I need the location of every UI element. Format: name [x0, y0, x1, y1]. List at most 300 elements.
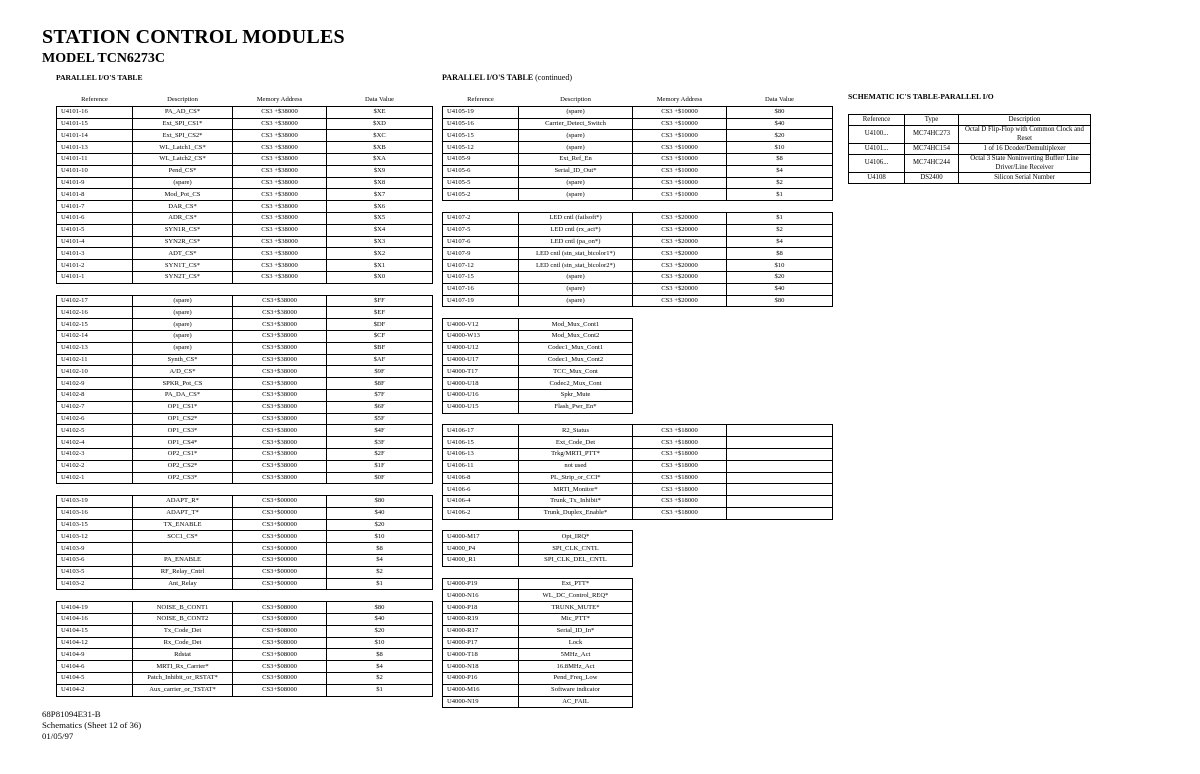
data-value-cell	[727, 661, 833, 673]
reference-cell: U4107-9	[443, 248, 519, 260]
table-row	[57, 130, 433, 142]
table-row	[57, 366, 433, 378]
data-value-cell	[727, 543, 833, 555]
data-value-cell: $8	[327, 543, 433, 555]
table-row	[57, 295, 433, 307]
reference-cell: U4000-P19	[443, 578, 519, 590]
data-value-cell	[727, 472, 833, 484]
description-cell	[519, 566, 633, 578]
type-cell: MC74HC154	[905, 144, 959, 155]
data-value-cell	[727, 519, 833, 531]
description-cell: OP2_CS2*	[133, 460, 233, 472]
data-value-cell: $X5	[327, 212, 433, 224]
table-row	[443, 578, 833, 590]
description-cell: (spare)	[519, 106, 633, 118]
data-value-cell: $7F	[327, 389, 433, 401]
reference-cell: U4107-6	[443, 236, 519, 248]
description-cell: Spkr_Mute	[519, 389, 633, 401]
description-cell: NOISE_B_CONT1	[133, 602, 233, 614]
memory-address-cell	[633, 684, 727, 696]
memory-address-cell: CS3+$00000	[233, 566, 327, 578]
description-cell	[519, 519, 633, 531]
description-cell: MRTI_Monitor*	[519, 484, 633, 496]
reference-cell: U4107-12	[443, 260, 519, 272]
reference-cell: U4103-6	[57, 555, 133, 567]
table-row	[849, 144, 1091, 155]
data-value-cell	[727, 460, 833, 472]
table-row	[57, 555, 433, 567]
table-row	[57, 649, 433, 661]
schematic-table-title: SCHEMATIC IC'S TABLE-PARALLEL I/O	[848, 92, 994, 101]
memory-address-cell	[633, 366, 727, 378]
reference-cell: U4101-8	[57, 189, 133, 201]
column-header: Data Value	[327, 95, 433, 106]
reference-cell: U4103-15	[57, 519, 133, 531]
description-cell: Opt_IRQ*	[519, 531, 633, 543]
memory-address-cell	[633, 378, 727, 390]
reference-cell	[443, 566, 519, 578]
data-value-cell	[727, 389, 833, 401]
page-title: STATION CONTROL MODULES	[42, 26, 345, 48]
memory-address-cell: CS3+$38000	[233, 472, 327, 484]
table-row	[443, 684, 833, 696]
data-value-cell: $4	[327, 555, 433, 567]
reference-cell: U4101-10	[57, 165, 133, 177]
table-row	[57, 448, 433, 460]
description-cell: LED cntl (pa_on*)	[519, 236, 633, 248]
memory-address-cell: CS3 +$38000	[233, 106, 327, 118]
memory-address-cell: CS3 +$38000	[233, 236, 327, 248]
table-row	[57, 118, 433, 130]
table-row	[443, 130, 833, 142]
separator-row	[443, 519, 833, 531]
memory-address-cell: CS3 +$38000	[233, 153, 327, 165]
memory-address-cell: CS3 +$20000	[633, 260, 727, 272]
description-cell: NOISE_B_CONT2	[133, 614, 233, 626]
memory-address-cell: CS3 +$10000	[633, 106, 727, 118]
memory-address-cell: CS3 +$38000	[233, 248, 327, 260]
table-row	[57, 165, 433, 177]
reference-cell: U4101-3	[57, 248, 133, 260]
description-cell: SYN2T_CS*	[133, 271, 233, 283]
table-row	[443, 212, 833, 224]
table-row	[443, 661, 833, 673]
table-row	[57, 142, 433, 154]
description-cell: (spare)	[133, 295, 233, 307]
table-row	[443, 342, 833, 354]
description-cell: Serial_ID_In*	[519, 625, 633, 637]
reference-cell: U4106-6	[443, 484, 519, 496]
memory-address-cell: CS3+$00000	[233, 507, 327, 519]
data-value-cell: $2	[327, 566, 433, 578]
memory-address-cell: CS3+$38000	[233, 366, 327, 378]
data-value-cell	[327, 283, 433, 295]
table-row	[443, 425, 833, 437]
table-row	[57, 472, 433, 484]
reference-cell: U4105-15	[443, 130, 519, 142]
memory-address-cell	[633, 614, 727, 626]
table-row	[443, 283, 833, 295]
data-value-cell: $4	[727, 165, 833, 177]
column-header: Description	[133, 95, 233, 106]
data-value-cell: $XB	[327, 142, 433, 154]
column-header: Reference	[849, 115, 905, 126]
memory-address-cell: CS3+$08000	[233, 614, 327, 626]
description-cell: 5MHz_Act	[519, 649, 633, 661]
footer-doc-number: 68P81094E31-B	[42, 709, 101, 719]
reference-cell: U4000-R19	[443, 614, 519, 626]
memory-address-cell: CS3 +$10000	[633, 130, 727, 142]
table-row	[57, 673, 433, 685]
table-row	[443, 696, 833, 708]
header-row	[57, 95, 433, 106]
description-cell: Tx_Code_Det	[133, 625, 233, 637]
data-value-cell: $4F	[327, 425, 433, 437]
description-cell: R2_Status	[519, 425, 633, 437]
description-cell: OP2_CS3*	[133, 472, 233, 484]
data-value-cell: $9F	[327, 366, 433, 378]
reference-cell: U4000-U12	[443, 342, 519, 354]
middle-table-title-main: PARALLEL I/O'S TABLE	[442, 73, 534, 82]
description-cell: (spare)	[133, 307, 233, 319]
memory-address-cell: CS3+$38000	[233, 389, 327, 401]
reference-cell: U4105-5	[443, 177, 519, 189]
table-row	[443, 649, 833, 661]
description-cell: Octal D Flip-Flop with Common Clock and Reset	[959, 126, 1091, 144]
table-row	[443, 118, 833, 130]
reference-cell: U4000-P18	[443, 602, 519, 614]
left-parallel-io-table	[56, 95, 433, 697]
reference-cell: U4102-16	[57, 307, 133, 319]
description-cell: not used	[519, 460, 633, 472]
reference-cell	[57, 590, 133, 602]
data-value-cell: $X3	[327, 236, 433, 248]
table-row	[443, 448, 833, 460]
header-row	[443, 95, 833, 106]
table-row	[443, 625, 833, 637]
table-row	[57, 236, 433, 248]
reference-cell: U4105-19	[443, 106, 519, 118]
data-value-cell: $1	[727, 189, 833, 201]
reference-cell: U4101-13	[57, 142, 133, 154]
description-cell: Mic_PTT*	[519, 614, 633, 626]
table-row	[443, 260, 833, 272]
description-cell: Rx_Code_Det	[133, 637, 233, 649]
reference-cell: U4000-U18	[443, 378, 519, 390]
description-cell: Octal 3 State Noninverting Buffer/ Line Driver/Line Receiver	[959, 155, 1091, 173]
table-row	[443, 378, 833, 390]
reference-cell: U4102-8	[57, 389, 133, 401]
middle-table-title	[442, 73, 572, 82]
type-cell: MC74HC244	[905, 155, 959, 173]
memory-address-cell: CS3+$38000	[233, 448, 327, 460]
data-value-cell	[727, 307, 833, 319]
description-cell: Pend_Freq_Low	[519, 673, 633, 685]
table-row	[57, 153, 433, 165]
description-cell: A/D_CS*	[133, 366, 233, 378]
reference-cell: U4101-16	[57, 106, 133, 118]
reference-cell	[443, 413, 519, 425]
reference-cell: U4104-12	[57, 637, 133, 649]
data-value-cell	[327, 484, 433, 496]
memory-address-cell: CS3 +$18000	[633, 437, 727, 449]
table-row	[57, 566, 433, 578]
memory-address-cell: CS3+$00000	[233, 555, 327, 567]
reference-cell: U4102-14	[57, 330, 133, 342]
memory-address-cell: CS3+$38000	[233, 460, 327, 472]
memory-address-cell	[633, 389, 727, 401]
memory-address-cell: CS3 +$38000	[233, 189, 327, 201]
memory-address-cell: CS3+$38000	[233, 413, 327, 425]
reference-cell: U4000-T18	[443, 649, 519, 661]
reference-cell: U4000-U15	[443, 401, 519, 413]
table-row	[57, 543, 433, 555]
reference-cell: U4000-V12	[443, 319, 519, 331]
reference-cell: U4000-M17	[443, 531, 519, 543]
reference-cell: U4102-5	[57, 425, 133, 437]
table-row	[57, 425, 433, 437]
table-row	[57, 496, 433, 508]
reference-cell: U4105-16	[443, 118, 519, 130]
data-value-cell	[727, 555, 833, 567]
data-value-cell: $20	[727, 271, 833, 283]
description-cell: SPI_CLK_CNTL	[519, 543, 633, 555]
reference-cell: U4106-8	[443, 472, 519, 484]
memory-address-cell: CS3 +$18000	[633, 425, 727, 437]
data-value-cell: $X6	[327, 201, 433, 213]
table-row	[57, 661, 433, 673]
reference-cell: U4102-17	[57, 295, 133, 307]
memory-address-cell: CS3+$08000	[233, 673, 327, 685]
table-row	[57, 401, 433, 413]
table-row	[57, 177, 433, 189]
description-cell: Codec2_Mux_Cont	[519, 378, 633, 390]
description-cell: LED cntl (stn_stat_bicolor2*)	[519, 260, 633, 272]
memory-address-cell: CS3+$08000	[233, 637, 327, 649]
table-row	[57, 531, 433, 543]
description-cell: 16.8MHz_Act	[519, 661, 633, 673]
reference-cell	[443, 307, 519, 319]
memory-address-cell: CS3 +$38000	[233, 118, 327, 130]
reference-cell: U4107-15	[443, 271, 519, 283]
memory-address-cell: CS3+$38000	[233, 330, 327, 342]
memory-address-cell: CS3 +$20000	[633, 212, 727, 224]
description-cell: MRTI_Rx_Carrier*	[133, 661, 233, 673]
table-row	[57, 330, 433, 342]
data-value-cell	[727, 531, 833, 543]
data-value-cell	[727, 614, 833, 626]
separator-row	[57, 484, 433, 496]
memory-address-cell: CS3+$38000	[233, 307, 327, 319]
data-value-cell: $8	[327, 649, 433, 661]
table-row	[57, 578, 433, 590]
description-cell: (spare)	[133, 330, 233, 342]
column-header: Description	[519, 95, 633, 106]
reference-cell: U4101-15	[57, 118, 133, 130]
data-value-cell: $X8	[327, 177, 433, 189]
reference-cell: U4106-11	[443, 460, 519, 472]
table-row	[57, 106, 433, 118]
data-value-cell: $1	[327, 578, 433, 590]
table-row	[57, 224, 433, 236]
reference-cell: U4000-W13	[443, 330, 519, 342]
description-cell: ADT_CS*	[133, 248, 233, 260]
data-value-cell: $EF	[327, 307, 433, 319]
description-cell: Mod_Mux_Cont2	[519, 330, 633, 342]
memory-address-cell	[633, 625, 727, 637]
reference-cell: U4101-14	[57, 130, 133, 142]
memory-address-cell: CS3+$38000	[233, 378, 327, 390]
memory-address-cell: CS3+$00000	[233, 531, 327, 543]
data-value-cell: $5F	[327, 413, 433, 425]
reference-cell: U4000-P17	[443, 637, 519, 649]
description-cell: Rdstat	[133, 649, 233, 661]
table-row	[443, 236, 833, 248]
column-header: Memory Address	[233, 95, 327, 106]
data-value-cell	[727, 378, 833, 390]
table-row	[57, 271, 433, 283]
data-value-cell: $8	[727, 248, 833, 260]
memory-address-cell: CS3+$38000	[233, 295, 327, 307]
separator-row	[443, 566, 833, 578]
table-row	[443, 602, 833, 614]
table-row	[443, 189, 833, 201]
description-cell: (spare)	[133, 177, 233, 189]
data-value-cell: $40	[327, 614, 433, 626]
memory-address-cell: CS3 +$38000	[233, 271, 327, 283]
memory-address-cell: CS3 +$38000	[233, 224, 327, 236]
data-value-cell: $1	[727, 212, 833, 224]
table-row	[443, 153, 833, 165]
memory-address-cell: CS3 +$38000	[233, 260, 327, 272]
table-row	[443, 295, 833, 307]
memory-address-cell: CS3 +$20000	[633, 224, 727, 236]
table-row	[57, 201, 433, 213]
table-row	[57, 625, 433, 637]
memory-address-cell: CS3 +$10000	[633, 165, 727, 177]
data-value-cell: $6F	[327, 401, 433, 413]
description-cell: Pend_CS*	[133, 165, 233, 177]
table-row	[57, 637, 433, 649]
data-value-cell: $2	[327, 673, 433, 685]
description-cell: WL_DC_Control_REQ*	[519, 590, 633, 602]
reference-cell: U4101-2	[57, 260, 133, 272]
table-row	[57, 260, 433, 272]
table-row	[849, 126, 1091, 144]
table-row	[57, 378, 433, 390]
table-row	[57, 602, 433, 614]
memory-address-cell: CS3 +$18000	[633, 448, 727, 460]
memory-address-cell	[633, 342, 727, 354]
memory-address-cell: CS3 +$38000	[233, 165, 327, 177]
table-row	[57, 212, 433, 224]
reference-cell: U4000-N18	[443, 661, 519, 673]
data-value-cell: $XD	[327, 118, 433, 130]
data-value-cell: $X1	[327, 260, 433, 272]
reference-cell: U4105-6	[443, 165, 519, 177]
reference-cell: U4000-N16	[443, 590, 519, 602]
reference-cell: U4106...	[849, 155, 905, 173]
data-value-cell: $8	[727, 153, 833, 165]
table-row	[443, 555, 833, 567]
data-value-cell: $1F	[327, 460, 433, 472]
reference-cell: U4106-17	[443, 425, 519, 437]
data-value-cell: $AF	[327, 354, 433, 366]
table-row	[443, 401, 833, 413]
data-value-cell	[727, 684, 833, 696]
table-row	[443, 437, 833, 449]
data-value-cell	[727, 637, 833, 649]
data-value-cell: $2	[727, 177, 833, 189]
reference-cell: U4103-9	[57, 543, 133, 555]
reference-cell: U4100...	[849, 126, 905, 144]
data-value-cell	[727, 566, 833, 578]
description-cell: Synth_CS*	[133, 354, 233, 366]
reference-cell: U4104-19	[57, 602, 133, 614]
memory-address-cell	[233, 484, 327, 496]
reference-cell: U4000-U17	[443, 354, 519, 366]
table-row	[849, 173, 1091, 184]
table-row	[57, 684, 433, 696]
reference-cell: U4101-9	[57, 177, 133, 189]
memory-address-cell: CS3 +$10000	[633, 142, 727, 154]
reference-cell: U4103-16	[57, 507, 133, 519]
reference-cell: U4103-2	[57, 578, 133, 590]
description-cell: LED cntl (rx_act*)	[519, 224, 633, 236]
memory-address-cell	[633, 637, 727, 649]
reference-cell: U4106-4	[443, 496, 519, 508]
data-value-cell: $CF	[327, 330, 433, 342]
description-cell: TX_ENABLE	[133, 519, 233, 531]
description-cell: SYN1R_CS*	[133, 224, 233, 236]
memory-address-cell: CS3+$08000	[233, 625, 327, 637]
memory-address-cell: CS3 +$20000	[633, 248, 727, 260]
reference-cell: U4000-U16	[443, 389, 519, 401]
reference-cell: U4000-R17	[443, 625, 519, 637]
table-row	[443, 472, 833, 484]
memory-address-cell: CS3 +$10000	[633, 177, 727, 189]
description-cell: PA_ENABLE	[133, 555, 233, 567]
column-header: Type	[905, 115, 959, 126]
data-value-cell: $10	[727, 142, 833, 154]
memory-address-cell	[633, 578, 727, 590]
column-header: Data Value	[727, 95, 833, 106]
memory-address-cell: CS3 +$18000	[633, 496, 727, 508]
table-row	[443, 496, 833, 508]
left-table-title: PARALLEL I/O'S TABLE	[56, 73, 143, 82]
description-cell: LED cntl (failsoft*)	[519, 212, 633, 224]
reference-cell: U4102-13	[57, 342, 133, 354]
data-value-cell: $40	[727, 283, 833, 295]
memory-address-cell: CS3 +$38000	[233, 212, 327, 224]
table-row	[443, 389, 833, 401]
data-value-cell: $10	[327, 637, 433, 649]
memory-address-cell: CS3+$08000	[233, 602, 327, 614]
data-value-cell: $0F	[327, 472, 433, 484]
data-value-cell	[727, 625, 833, 637]
memory-address-cell	[633, 590, 727, 602]
description-cell: OP1_CS1*	[133, 401, 233, 413]
reference-cell: U4107-19	[443, 295, 519, 307]
memory-address-cell	[633, 673, 727, 685]
description-cell: Ext_Ref_En	[519, 153, 633, 165]
memory-address-cell: CS3 +$10000	[633, 118, 727, 130]
reference-cell: U4000-T17	[443, 366, 519, 378]
table-row	[443, 177, 833, 189]
memory-address-cell	[233, 283, 327, 295]
description-cell: OP1_CS4*	[133, 437, 233, 449]
reference-cell: U4106-2	[443, 507, 519, 519]
